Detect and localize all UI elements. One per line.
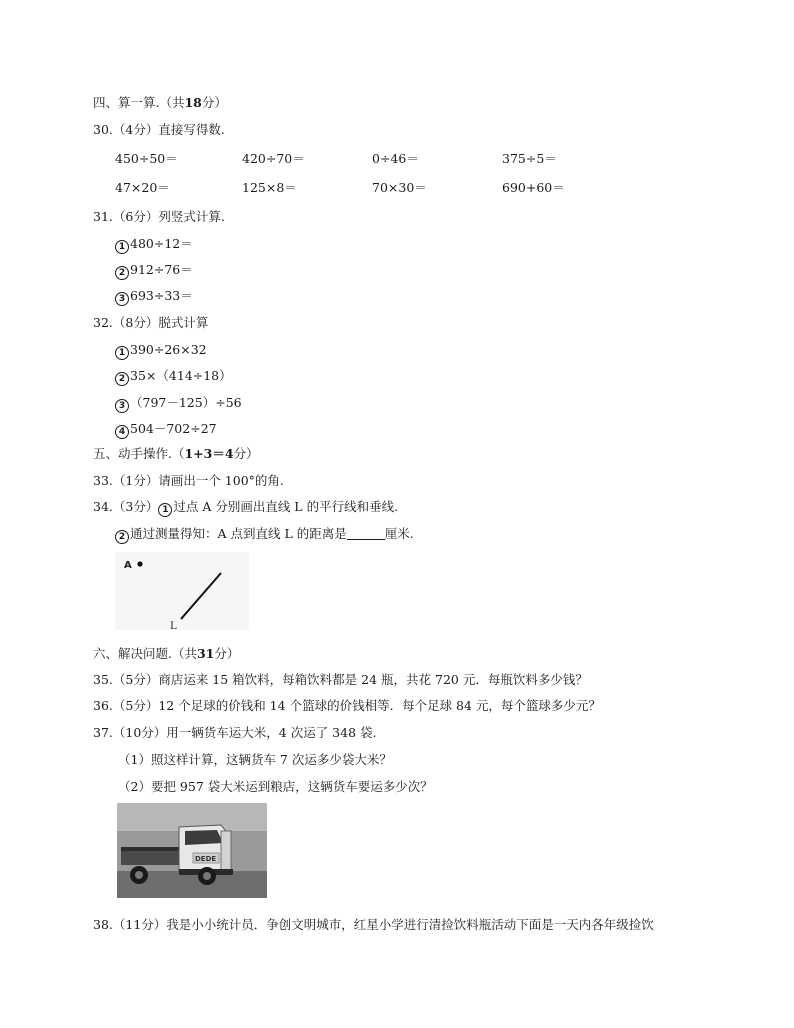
q33-title: 33.（1分）请画出一个 100°的角.: [93, 473, 284, 488]
q32-item-4: 4 504－702÷27: [115, 421, 217, 439]
q31-item-1: 1 480÷12＝: [115, 236, 193, 254]
q31-item-3: 3 693÷33＝: [115, 288, 193, 306]
q30-item-5: 47×20＝: [115, 180, 170, 195]
section-6-title: 六、解决问题.（共31分）: [93, 646, 240, 661]
circled-number: 2: [115, 530, 129, 544]
q38-title: 38.（11分）我是小小统计员．争创文明城市，红星小学进行清捡饮料瓶活动下面是一天内各年级捡饮: [93, 917, 654, 932]
q30-item-2: 420÷70＝: [242, 151, 305, 166]
q37-title: 37.（10分）用一辆货车运大米，4 次运了 348 袋.: [93, 725, 377, 740]
circled-number: 3: [115, 292, 129, 306]
circled-number: 4: [115, 425, 129, 439]
q32-item-1: 1 390÷26×32: [115, 342, 207, 360]
truck-illustration: [117, 803, 267, 898]
q36-title: 36.（5分）12 个足球的价钱和 14 个篮球的价钱相等．每个足球 84 元，每个篮球多少元？: [93, 698, 601, 713]
q37-sub-1: （1）照这样计算，这辆货车 7 次运多少袋大米？: [118, 752, 392, 767]
q34-line-1: 34.（3分） 1 过点 A 分别画出直线 L 的平行线和垂线.: [93, 499, 399, 515]
point-a-label: A: [124, 560, 132, 571]
q31-item-2: 2 912÷76＝: [115, 262, 193, 280]
q30-item-1: 450÷50＝: [115, 151, 178, 166]
q35-title: 35.（5分）商店运来 15 箱饮料，每箱饮料都是 24 瓶，共花 720 元．每瓶饮料多少钱？: [93, 672, 588, 687]
circled-number: 1: [115, 346, 129, 360]
q31-title: 31.（6分）列竖式计算.: [93, 209, 225, 224]
q34-line-2: 2 通过测量得知：A 点到直线 L 的距离是 厘米.: [115, 526, 414, 544]
circled-number: 3: [115, 399, 129, 413]
circled-number: 2: [115, 266, 129, 280]
q32-item-2: 2 35×（414÷18）: [115, 368, 232, 386]
q32-item-3: 3 （797－125）÷56: [115, 395, 242, 413]
q32-title: 32.（8分）脱式计算: [93, 315, 209, 330]
point-and-line-figure: [115, 552, 249, 630]
q30-item-6: 125×8＝: [242, 180, 297, 195]
q30-title: 30.（4分）直接写得数.: [93, 122, 225, 137]
q37-sub-2: （2）要把 957 袋大米运到粮店，这辆货车要运多少次？: [118, 779, 433, 794]
q30-item-7: 70×30＝: [372, 180, 427, 195]
q30-item-8: 690+60＝: [502, 180, 565, 195]
q30-item-4: 375÷5＝: [502, 151, 557, 166]
circled-number: 1: [115, 240, 129, 254]
line-l-label: L: [170, 621, 177, 630]
section-4-title: 四、算一算.（共18分）: [93, 95, 227, 110]
section-5-title: 五、动手操作.（1+3＝4分）: [93, 446, 259, 461]
truck-logo-text: DEDE: [195, 855, 217, 863]
point-a-dot: [137, 561, 142, 566]
answer-blank: [347, 527, 385, 540]
q30-item-3: 0÷46＝: [372, 151, 419, 166]
circled-number: 1: [158, 503, 172, 517]
truck-photo: [117, 803, 267, 898]
circled-number: 2: [115, 372, 129, 386]
